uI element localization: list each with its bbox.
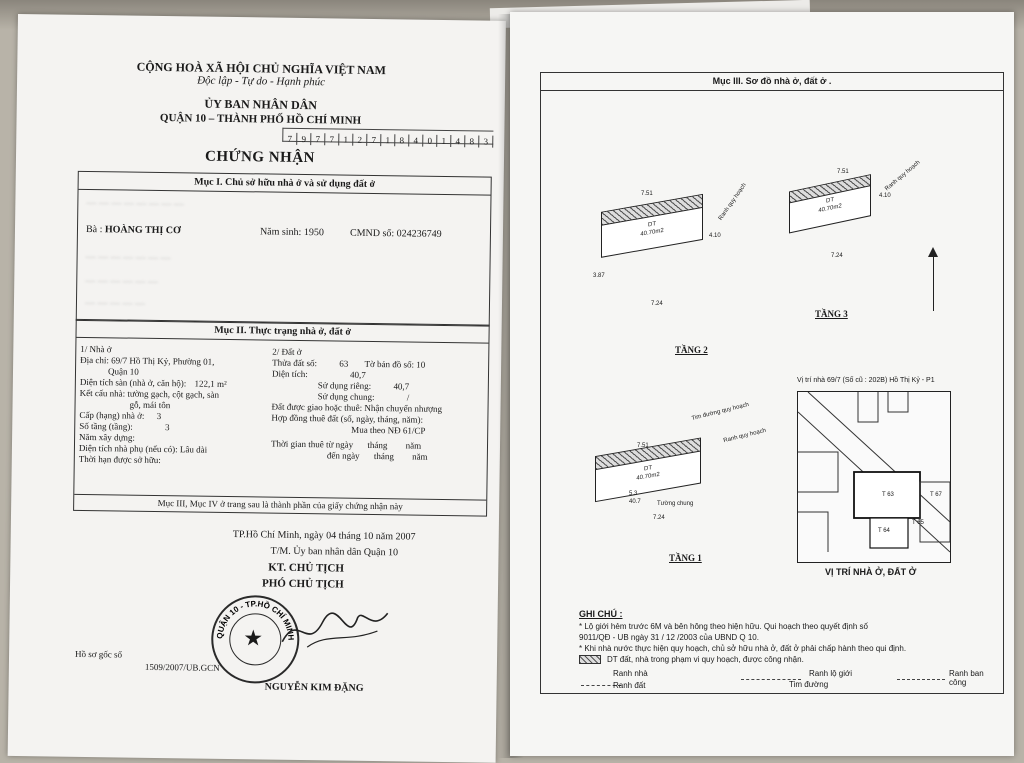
location-header: Vị trí nhà 69/7 (Số cũ : 202B) Hồ Thị Kỷ - P1 xyxy=(797,377,935,384)
road-label: Ranh quy hoạch xyxy=(722,427,767,445)
floors-value: 3 xyxy=(164,422,170,433)
note-line: 9011/QĐ - UB ngày 31 / 12 /2003 của UBND Q 10. xyxy=(579,633,759,642)
month-label: tháng xyxy=(338,530,361,542)
committee: ỦY BAN NHÂN DÂN xyxy=(204,96,318,113)
id-number: CMND số: 024236749 xyxy=(349,227,442,240)
private-use-label: Sử dụng riêng: xyxy=(317,380,372,391)
issue-day: 04 xyxy=(326,530,337,542)
section-diagram-frame xyxy=(540,72,1004,694)
notes-body xyxy=(579,621,989,665)
map-value: 10 xyxy=(416,359,426,370)
dt-label: DT xyxy=(648,221,656,229)
dim-751: 7.51 xyxy=(837,169,849,175)
legend-wall: Ranh ban công xyxy=(949,669,984,687)
serial-digit: 7 xyxy=(311,133,325,145)
serial-digit: 7 xyxy=(367,134,381,146)
road-label: Ranh quy hoạch xyxy=(884,159,922,193)
dim-751: 7.51 xyxy=(637,443,649,449)
certificate-page-left xyxy=(8,14,506,763)
floor3-plan xyxy=(789,174,869,231)
plot63: T 63 xyxy=(882,492,894,498)
dim-724: 7.24 xyxy=(831,253,843,259)
dim-407: 40.7 xyxy=(629,499,641,505)
serial-digit: 9 xyxy=(297,133,311,145)
issue-place: TP.Hồ Chí Minh xyxy=(232,529,300,541)
redacted-text: — — — — — — xyxy=(85,275,158,288)
serial-digit: 8 xyxy=(395,134,409,146)
serial-digit: 1 xyxy=(339,133,353,145)
month-label: tháng xyxy=(373,451,394,462)
year-word: năm xyxy=(412,451,428,462)
address-value: 69/7 Hồ Thị Kỷ, Phường 01, xyxy=(111,355,215,367)
note-line: * Khi nhà nước thực hiện quy hoạch, chủ sở hữu nhà ở, đất ở phải chấp hành theo qui định. xyxy=(579,644,907,653)
star-icon: ★ xyxy=(243,625,264,651)
dim-724: 7.24 xyxy=(653,515,665,521)
land-area-label: Diện tích: xyxy=(271,368,308,380)
serial-digit: 2 xyxy=(353,134,367,146)
dt-label: DT xyxy=(826,196,834,205)
floors-label: Số tầng (tầng): xyxy=(79,420,133,432)
section-status xyxy=(73,319,490,517)
year-word: năm xyxy=(405,440,422,451)
serial-digit: 7 xyxy=(325,133,339,145)
certificate-title: CHỨNG NHẬN xyxy=(204,148,316,167)
owner-prefix: Bà : xyxy=(85,223,103,236)
month-label: tháng xyxy=(367,439,388,451)
serial-digit: 4 xyxy=(409,134,423,146)
floor-area-label: Diện tích sàn (nhà ở, căn hộ): xyxy=(79,376,187,389)
road-label: Ranh quy hoạch xyxy=(717,182,748,222)
continuation-note: Mục III, Mục IV ở trang sau là thành phần của giấy chứng nhận này xyxy=(74,494,486,513)
floor3-label: TẦNG 3 xyxy=(815,309,848,319)
house-title: 1/ Nhà ở xyxy=(80,343,112,355)
location-map-lines xyxy=(798,392,950,562)
file-value: 1509/2007/UB.GCN xyxy=(144,661,220,673)
day-label: , ngày xyxy=(299,529,324,542)
dt-area: 40.70m2 xyxy=(640,227,664,238)
birth-year: Năm sinh: 1950 xyxy=(259,226,324,239)
dim-724: 7.24 xyxy=(651,301,663,307)
serial-digit: 4 xyxy=(451,135,465,147)
land-assigned-label: Đất được giao hoặc thuê: xyxy=(271,401,363,413)
issue-month: 10 xyxy=(363,530,374,543)
dim-410: 4.10 xyxy=(879,193,891,199)
grade-label: Cấp (hạng) nhà ở: xyxy=(79,409,145,421)
dt-area: 40.70m2 xyxy=(818,203,842,215)
structure-value2: gỗ, mái tôn xyxy=(129,399,171,411)
north-arrow-icon xyxy=(933,249,940,311)
aux-area-value: Lâu dài xyxy=(179,444,208,455)
redacted-text: — — — — — — — xyxy=(85,251,171,265)
issue-year: 2007 xyxy=(395,531,416,543)
lease-value: Mua theo NĐ 61/CP xyxy=(351,424,426,436)
location-title: VỊ TRÍ NHÀ Ở, ĐẤT Ở xyxy=(825,567,917,577)
unit-m2: m² xyxy=(217,378,227,389)
road-center: Tim đường quy hoạch xyxy=(691,401,750,423)
stamp-text: QUẬN 10 - TP.HỒ CHÍ MINH xyxy=(215,599,296,641)
district: QUẬN 10 – THÀNH PHỐ HỒ CHÍ MINH xyxy=(159,111,362,127)
serial-digit: 7 xyxy=(283,133,297,145)
floor1-label: TẦNG 1 xyxy=(669,553,702,563)
section-owner xyxy=(76,171,492,327)
redacted-text: — — — — — xyxy=(84,297,146,310)
committee-name: T/M. Ủy ban nhân dân xyxy=(270,545,362,558)
legend-wall-line xyxy=(897,679,945,680)
dim-387: 3.87 xyxy=(593,273,605,279)
committee-line xyxy=(270,546,398,559)
dt-area: 40.70m2 xyxy=(636,471,660,482)
year-label: năm xyxy=(375,531,394,543)
owner-line xyxy=(86,224,181,236)
dim-751: 7.51 xyxy=(641,191,653,197)
location-map xyxy=(797,391,951,563)
land-title: 2/ Đất ở xyxy=(272,346,302,357)
year-label: Năm xây dựng: xyxy=(79,431,136,443)
land-area-value: 40,7 xyxy=(349,369,366,380)
issue-date xyxy=(233,529,416,543)
ownership-term-label: Thời hạn được sở hữu: xyxy=(78,453,161,466)
floor-area-value: 122,1 xyxy=(194,378,215,389)
redacted-text: — — — — — — — — xyxy=(86,197,184,211)
shared-use-label: Sử dụng chung: xyxy=(317,391,375,403)
section-owner-heading: Mục I. Chủ sở hữu nhà ở và sử dụng đất ở xyxy=(79,172,491,196)
address-label: Địa chỉ: xyxy=(80,354,109,366)
land-assigned-value: Nhận chuyển nhượng xyxy=(364,402,443,414)
grade-value: 3 xyxy=(156,410,162,422)
handwritten-signature xyxy=(277,602,398,664)
serial-number xyxy=(282,128,493,145)
house-column xyxy=(79,344,271,468)
plot65: T 65 xyxy=(912,520,924,526)
private-use-value: 40,7 xyxy=(393,381,410,392)
hatch-legend-icon xyxy=(579,655,601,664)
signer-role2: PHÓ CHỦ TỊCH xyxy=(261,577,344,591)
address-value2: Quận 10 xyxy=(107,366,139,377)
dt-label: DT xyxy=(644,465,652,473)
wall-shared: Tường chung xyxy=(657,501,694,507)
plot-label: Thửa đất số: xyxy=(272,357,318,369)
motto: Độc lập - Tự do - Hạnh phúc xyxy=(197,74,326,89)
dim-410: 4.10 xyxy=(709,233,721,239)
legend-center: Tim đường xyxy=(789,680,829,689)
to-date-label: đến ngày xyxy=(326,450,360,461)
country-name: CỘNG HOÀ XÃ HỘI CHỦ NGHĨA VIỆT NAM xyxy=(136,59,386,78)
aux-area-label: Diện tích nhà phụ (nếu có): xyxy=(78,442,178,455)
legend-road: Ranh lộ giới xyxy=(809,669,853,678)
legend-land: Ranh đất xyxy=(613,681,646,690)
dim-53: 5.3 xyxy=(629,491,638,497)
structure-value: tường gạch, cột gạch, sàn xyxy=(127,388,220,400)
lease-time-label: Thời gian thuê từ ngày xyxy=(270,438,354,450)
plot67: T 67 xyxy=(930,492,942,498)
note-line: * Lộ giới hẻm trước 6M và bên hông theo hiện hữu. Qui hoạch theo quyết định số xyxy=(579,622,868,631)
owner-name: HOÀNG THỊ CƠ xyxy=(104,224,181,237)
signer-role1: KT. CHỦ TỊCH xyxy=(268,561,345,575)
note-line: DT đất, nhà trong phạm vi quy hoạch, được công nhận. xyxy=(607,655,804,664)
serial-digit: 1 xyxy=(381,134,395,146)
committee-district: Quận 10 xyxy=(363,546,399,559)
legend-house: Ranh nhà xyxy=(613,669,648,678)
land-column xyxy=(271,347,485,464)
section-diagram-heading: Mục III. Sơ đồ nhà ở, đất ở . xyxy=(541,73,1003,91)
signer-name: NGUYỄN KIM ĐẶNG xyxy=(264,681,364,694)
floor2-label: TẦNG 2 xyxy=(675,345,708,355)
floor2-plan xyxy=(601,194,701,256)
shared-use-value: / xyxy=(406,392,410,403)
serial-digit: 8 xyxy=(465,135,479,147)
structure-label: Kết cấu nhà: xyxy=(79,387,126,399)
serial-digit: 1 xyxy=(437,135,451,147)
file-label: Hồ sơ gốc số xyxy=(75,648,123,660)
plot-value: 63 xyxy=(339,358,349,369)
section-status-heading: Mục II. Thực trạng nhà ở, đất ở xyxy=(76,320,488,344)
notes-title: GHI CHÚ : xyxy=(579,609,623,619)
lease-label: Hợp đồng thuê đất (số, ngày, tháng, năm): xyxy=(271,412,424,425)
map-label: Tờ bản đồ số: xyxy=(364,358,415,370)
serial-digit: 0 xyxy=(423,135,437,147)
serial-digit: 3 xyxy=(479,135,493,147)
plot64: T 64 xyxy=(878,528,890,534)
certificate-page-right xyxy=(510,12,1014,756)
